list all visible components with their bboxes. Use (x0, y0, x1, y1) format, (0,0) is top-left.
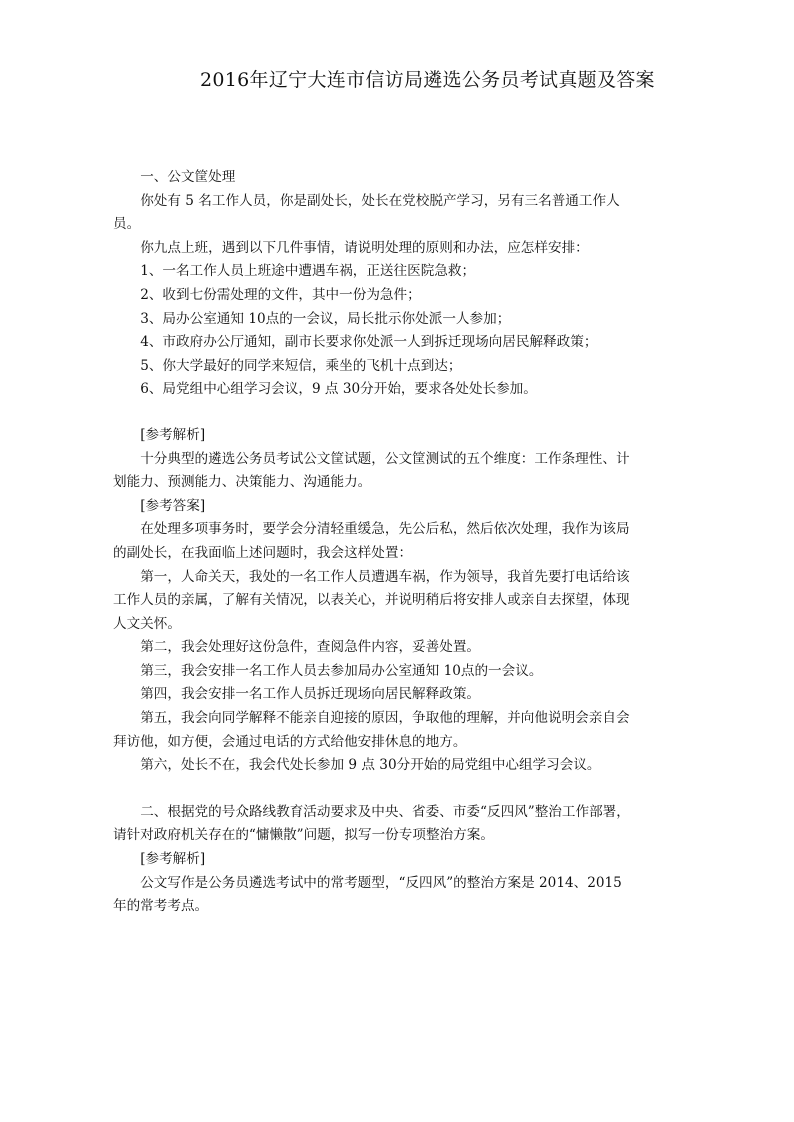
task-item-2: 2、收到七份需处理的文件，其中一份为急件； (140, 286, 421, 303)
task-item-3: 3、局办公室通知 10点的一会议，局长批示你处派一人参加； (140, 310, 511, 327)
answer-item-1: 第一，人命关天，我处的一名工作人员遭遇车祸，作为领导，我首先要打电话给该工作人员的亲属，了解有关情况，以表关心，并说明稍后将安排人或亲自去探望，体现人文关怀。 (113, 568, 630, 632)
section1-intro-2: 你九点上班，遇到以下几件事情，请说明处理的原则和办法，应怎样安排： (140, 239, 589, 256)
answer-label: [参考答案] (140, 497, 206, 514)
answer-item-4: 第四，我会安排一名工作人员拆迁现场向居民解释政策。 (140, 686, 481, 703)
answer-item-6: 第六，处长不在，我会代处长参加 9 点 30分开始的局党组中心组学习会议。 (140, 757, 601, 774)
analysis-text-1: 十分典型的遴选公务员考试公文筐试题，公文筐测试的五个维度：工作条理性、计划能力、预测能力、决策能力、沟通能力。 (113, 450, 630, 491)
document-body (113, 166, 633, 919)
task-item-6: 6、局党组中心组学习会议，9 点 30分开始，要求各处处长参加。 (140, 381, 537, 398)
section1-intro-1: 你处有 5 名工作人员，你是副处长，处长在党校脱产学习，另有三名普通工作人员。 (113, 192, 620, 233)
analysis-label-2: [参考解析] (140, 851, 206, 868)
section2-question: 二、根据党的号众路线教育活动要求及中央、省委、市委“反四风”整治工作部署，请针对政府机关存在的“慵懒散”问题，拟写一份专项整治方案。 (113, 803, 630, 844)
task-item-5: 5、你大学最好的同学来短信，乘坐的飞机十点到达； (140, 357, 462, 374)
answer-item-3: 第三，我会安排一名工作人员去参加局办公室通知 10点的一会议。 (140, 662, 543, 679)
section1-heading: 一、公文筐处理 (140, 169, 236, 185)
task-item-1: 1、一名工作人员上班途中遭遇车祸，正送往医院急救； (140, 263, 476, 280)
task-item-4: 4、市政府办公厅通知，副市长要求你处派一人到拆迁现场向居民解释政策； (140, 334, 598, 351)
analysis-text-2: 公文写作是公务员遴选考试中的常考题型，“反四风”的整治方案是 2014、2015年的常考考点。 (113, 874, 622, 915)
analysis-label-1: [参考解析] (140, 426, 206, 443)
answer-intro: 在处理多项事务时，要学会分清轻重缓急，先公后私，然后依次处理，我作为该局的副处长，在我面临上述问题时，我会这样处置： (113, 521, 630, 561)
document-title: 2016年辽宁大连市信访局遴选公务员考试真题及答案 (200, 69, 655, 91)
answer-item-5: 第五，我会向同学解释不能亲自迎接的原因，争取他的理解，并向他说明会亲自会拜访他，如方便，会通过电话的方式给他安排休息的地方。 (113, 710, 630, 750)
answer-item-2: 第二，我会处理好这份急件，查阅急件内容，妥善处置。 (140, 639, 481, 656)
